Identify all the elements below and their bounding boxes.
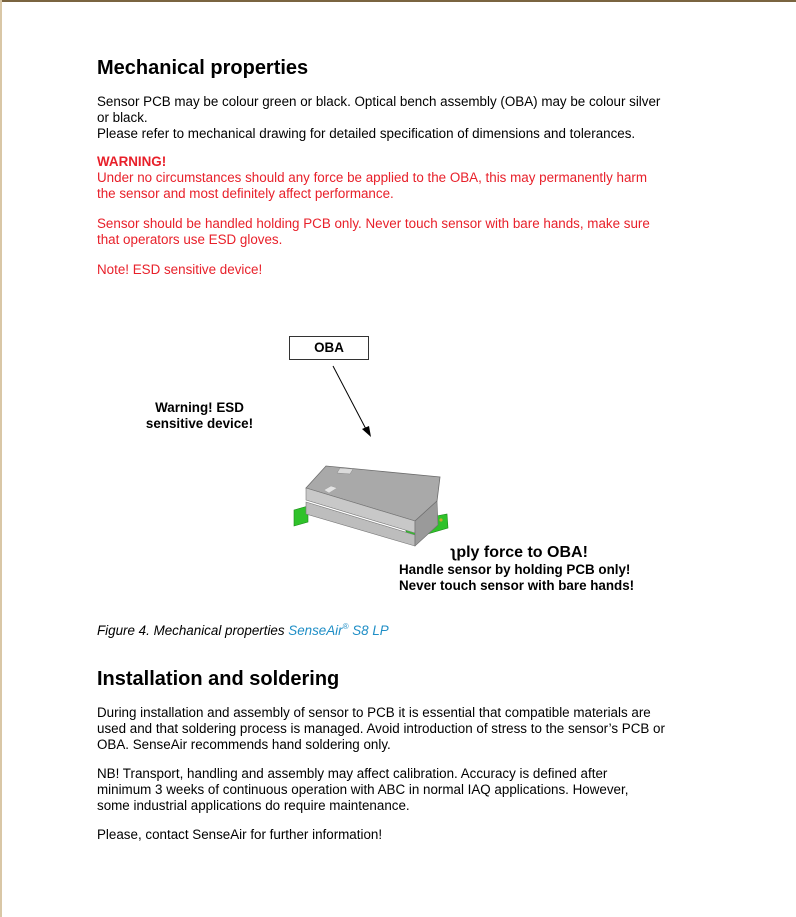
pointer-arrow-line: [333, 366, 367, 431]
text-line: Sensor PCB may be colour green or black. Optical bench assembly (OBA) may be colour silver: [97, 94, 661, 109]
esd-warning-label: [137, 400, 262, 432]
text-line: sensitive device!: [145, 416, 254, 431]
registered-mark: ®: [342, 622, 349, 631]
text-line: that operators use ESD gloves.: [97, 232, 283, 247]
warning-title: WARNING!: [97, 154, 167, 169]
text-line: Warning! ESD: [155, 400, 244, 415]
text-line: the sensor and most definitely affect performance.: [97, 186, 394, 201]
warning-block: [97, 154, 667, 202]
paragraph-installation: [97, 705, 667, 753]
paragraph-contact: Please, contact SenseAir for further information!: [97, 827, 383, 842]
page-frame-left-border: [0, 0, 2, 917]
oba-callout-box: OBA: [289, 336, 369, 360]
text-line: Please refer to mechanical drawing for detailed specification of dimensions and tolerances.: [97, 126, 636, 141]
text-line: ʅply force to OBA!: [451, 544, 588, 561]
text-line: Sensor should be handled holding PCB only. Never touch sensor with bare hands, make sure: [97, 216, 650, 231]
text-line: Handle sensor by holding PCB only!: [399, 562, 631, 577]
text-line: minimum 3 weeks of continuous operation with ABC in normal IAQ applications. However,: [97, 782, 629, 797]
paragraph-calibration: [97, 766, 667, 814]
text-line: Never touch sensor with bare hands!: [399, 578, 635, 593]
handling-instructions-label: [399, 544, 634, 594]
figure-caption: [97, 622, 389, 638]
text-line: Under no circumstances should any force be applied to the OBA, this may permanently harm: [97, 170, 648, 185]
brand-name: SenseAir: [288, 623, 343, 638]
mechanical-properties-figure: [97, 300, 677, 600]
paragraph-colour-info: [97, 94, 667, 142]
section-heading-mechanical-properties: Mechanical properties: [97, 57, 309, 79]
text-line: During installation and assembly of sensor to PCB it is essential that compatible materials are: [97, 705, 651, 720]
arrow-head-icon: [362, 426, 371, 437]
text-line: NB! Transport, handling and assembly may affect calibration. Accuracy is defined after: [97, 766, 608, 781]
caption-brand: [288, 623, 388, 638]
text-line: some industrial applications do require maintenance.: [97, 798, 410, 813]
page-frame-top-border: [0, 0, 796, 2]
text-line: used and that soldering process is managed. Avoid introduction of stress to the sensor’s PCB or: [97, 721, 665, 736]
model-name: S8 LP: [348, 623, 389, 638]
caption-prefix: Figure 4. Mechanical properties: [97, 623, 289, 638]
text-line: OBA. SenseAir recommends hand soldering only.: [97, 737, 391, 752]
esd-note: Note! ESD sensitive device!: [97, 262, 263, 277]
text-line: or black.: [97, 110, 148, 125]
handling-warning: [97, 216, 667, 248]
section-heading-installation-soldering: Installation and soldering: [97, 668, 340, 690]
